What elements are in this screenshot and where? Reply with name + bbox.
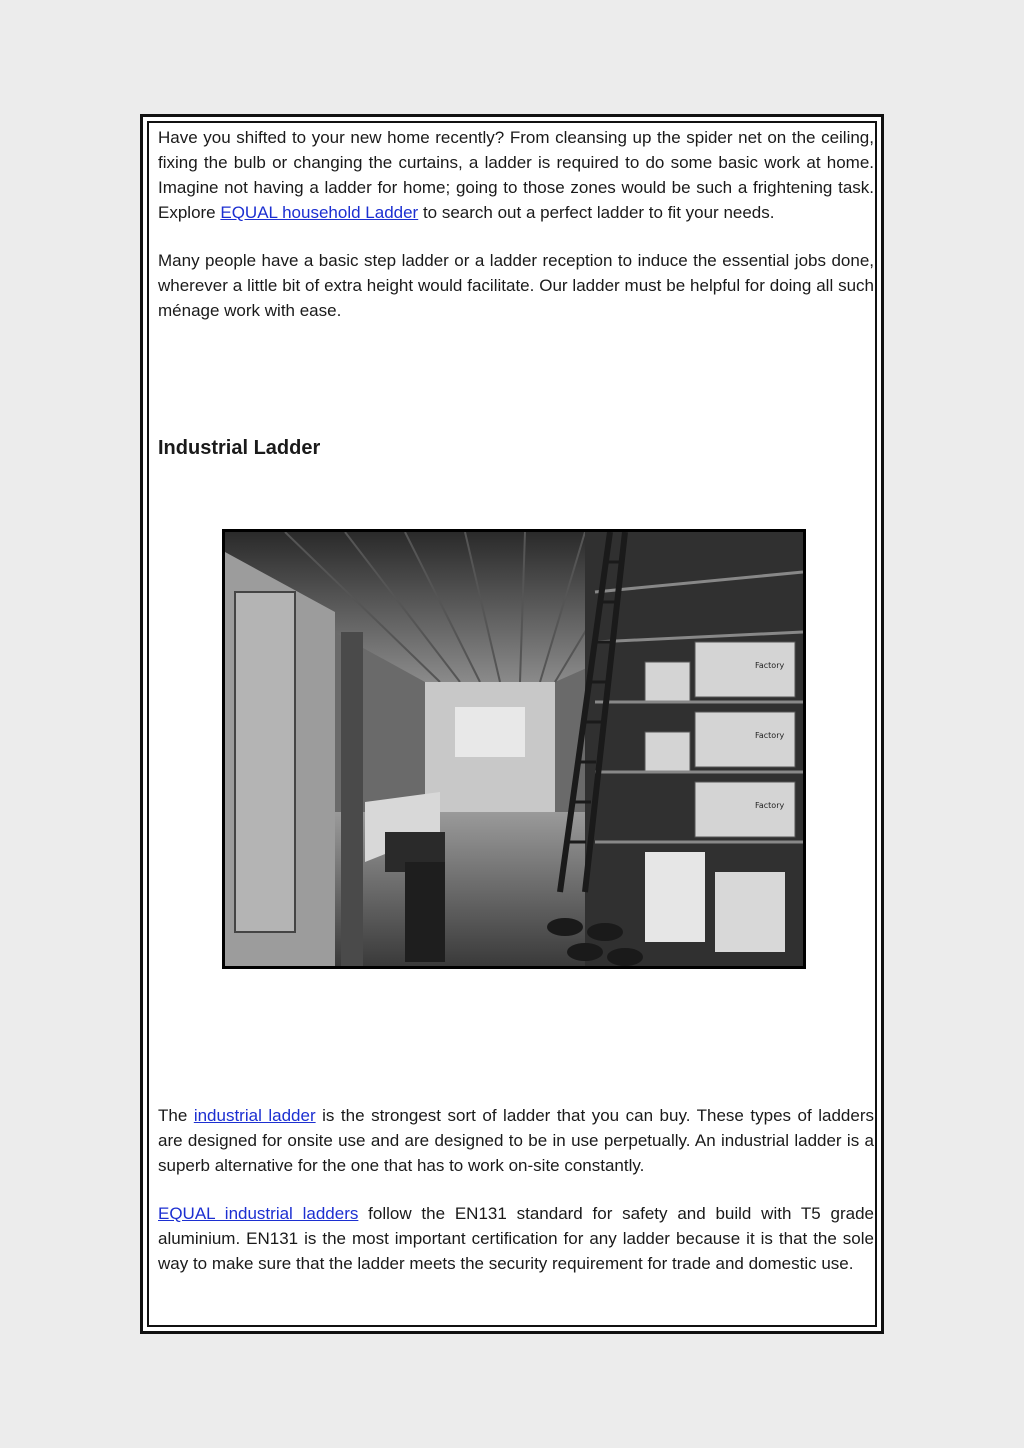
industrial-text-end: is the strongest sort of ladder that you can buy. These types of ladders are designed for onsite use and are designed to be in use perpetually. An industrial ladder is a superb alternative for the one that has to work on-site constantly. <box>158 1106 874 1175</box>
page-content <box>158 125 874 1273</box>
intro-text-end: to search out a perfect ladder to fit your needs. <box>418 203 775 222</box>
workshop-photo-illustration <box>225 532 803 966</box>
intro-text-start: Have you shifted to your new home recently? From cleansing up the spider net on the ceiling, fixing the bulb or changing the curtains, a ladder is required to do some basic work at home. Imagine not having a ladder for home; going to those zones would be such a frightening task. Explore <box>158 128 874 222</box>
shelf-label: Factory <box>755 801 785 810</box>
industrial-ladder-link[interactable]: industrial ladder <box>193 1106 316 1125</box>
industrial-text-start: The <box>158 1106 194 1125</box>
equal-ladders-paragraph <box>158 1201 874 1276</box>
shelf-label: Factory <box>755 731 785 740</box>
second-paragraph: Many people have a basic step ladder or a ladder reception to induce the essential jobs done, wherever a little bit of extra height would facilitate. Our ladder must be helpful for doing all such ménage work with ease. <box>158 251 874 320</box>
lower-text <box>158 1103 874 1276</box>
household-ladder-link[interactable]: EQUAL household Ladder <box>220 203 419 222</box>
intro-paragraph <box>158 125 874 225</box>
document-page <box>140 114 884 1334</box>
section-heading: Industrial Ladder <box>158 437 321 459</box>
equal-text-end: follow the EN131 standard for safety and build with T5 grade aluminium. EN131 is the most important certification for any ladder because it is that the sole way to make sure that the ladder meets the security requirement for trade and domestic use. <box>158 1204 874 1273</box>
industrial-ladder-paragraph <box>158 1103 874 1178</box>
shelf-label: Factory <box>755 661 785 670</box>
equal-industrial-ladders-link[interactable]: EQUAL industrial ladders <box>158 1204 359 1223</box>
workshop-photo <box>222 529 806 969</box>
